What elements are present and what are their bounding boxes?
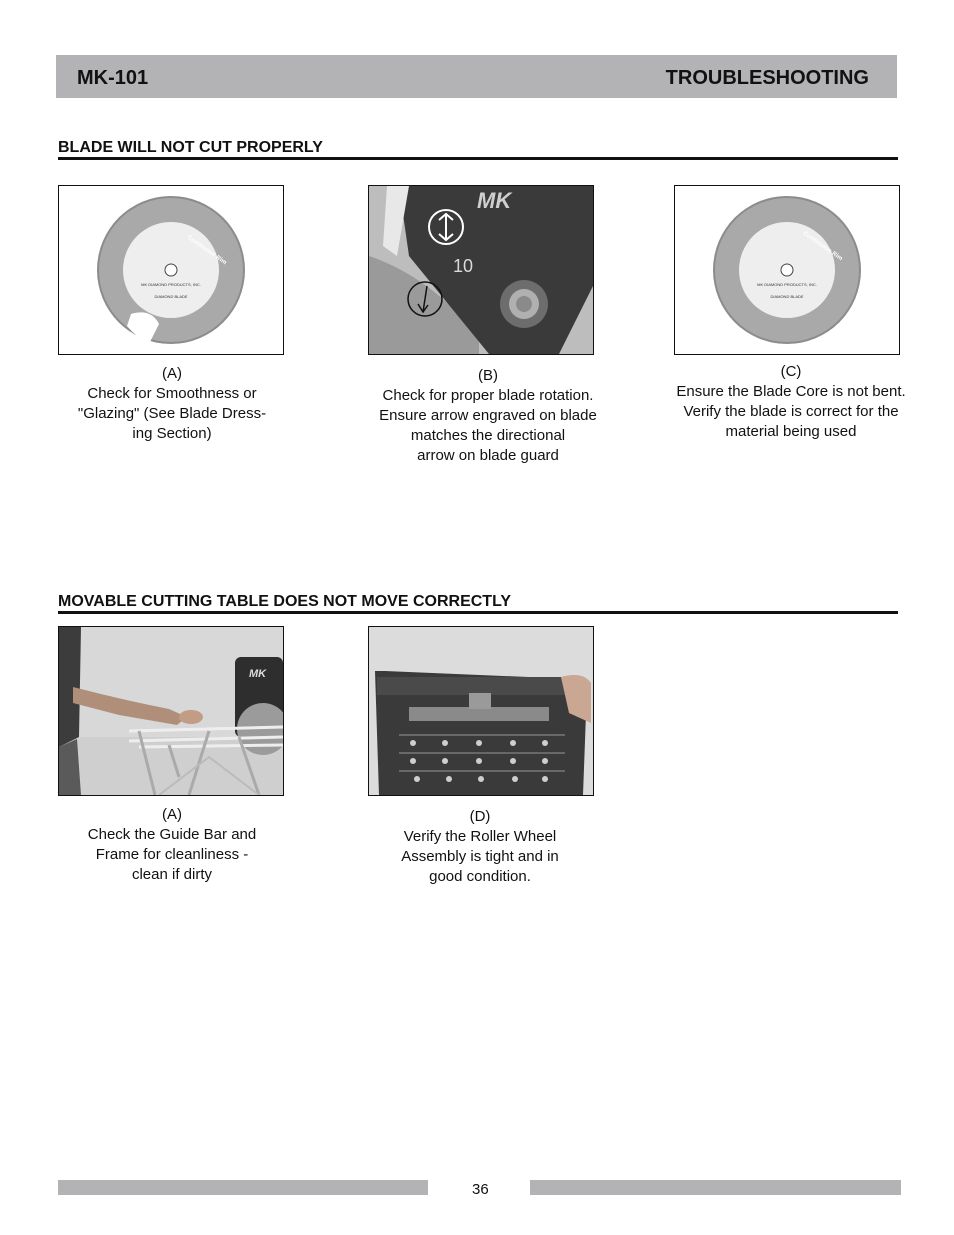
- caption-line: matches the directional: [410, 427, 566, 444]
- caption-line: ing Section): [132, 425, 212, 442]
- blade-image-c: [674, 185, 900, 355]
- blade-a-type-text: DIAMOND BLADE: [154, 294, 188, 299]
- table-section-rule: [58, 611, 898, 614]
- page-header: [56, 55, 897, 98]
- saw-logo-text: MK: [249, 668, 267, 680]
- caption-line: Frame for cleanliness -: [95, 846, 249, 863]
- caption-line: Assembly is tight and in: [401, 848, 559, 865]
- footer-bar-left: [58, 1180, 428, 1195]
- caption-label: (C): [780, 363, 802, 380]
- guard-logo-text: MK: [477, 188, 512, 213]
- caption-line: Check the Guide Bar and: [87, 826, 257, 843]
- caption-blade-b: [364, 366, 612, 466]
- caption-label: (A): [162, 806, 182, 823]
- model-name: MK-101: [77, 67, 149, 89]
- blade-section-title: BLADE WILL NOT CUT PROPERLY: [58, 139, 323, 156]
- caption-label: (D): [469, 808, 491, 825]
- caption-line: Check for proper blade rotation.: [382, 387, 594, 404]
- caption-line: Ensure arrow engraved on blade: [379, 407, 597, 424]
- guide-bar-image-a: [58, 626, 284, 796]
- blade-c-type-text: DIAMOND BLADE: [770, 294, 804, 299]
- caption-line: Verify the Roller Wheel: [403, 828, 557, 845]
- caption-line: Ensure the Blade Core is not bent.: [676, 383, 906, 400]
- blade-section-rule: [58, 157, 898, 160]
- caption-line: "Glazing" (See Blade Dress-: [77, 405, 267, 422]
- caption-line: arrow on blade guard: [417, 447, 559, 464]
- footer-bar-right: [530, 1180, 901, 1195]
- caption-blade-a: [58, 364, 286, 444]
- caption-table-a: [68, 805, 276, 885]
- caption-line: material being used: [725, 423, 857, 440]
- table-section-title: MOVABLE CUTTING TABLE DOES NOT MOVE CORRECTLY: [58, 593, 512, 610]
- caption-line: good condition.: [429, 868, 531, 885]
- caption-line: Check for Smoothness or: [87, 385, 257, 402]
- caption-label: (A): [162, 365, 182, 382]
- caption-line: clean if dirty: [131, 866, 213, 883]
- page-number: 36: [472, 1181, 489, 1198]
- caption-line: Verify the blade is correct for the: [683, 403, 899, 420]
- caption-table-d: [376, 807, 584, 887]
- caption-label: (B): [478, 367, 498, 384]
- blade-guard-image-b: [368, 185, 594, 355]
- roller-wheel-image-d: [368, 626, 594, 796]
- caption-blade-c: [660, 362, 922, 442]
- blade-c-brand-text: MK DIAMOND PRODUCTS, INC.: [757, 282, 817, 287]
- blade-image-a: [58, 185, 284, 355]
- blade-a-rim-text: Continuous Rim: [185, 234, 228, 267]
- section-title: TROUBLESHOOTING: [665, 67, 869, 89]
- blade-a-brand-text: MK DIAMOND PRODUCTS, INC.: [141, 282, 201, 287]
- blade-c-rim-text: Continuous Rim: [801, 230, 844, 263]
- guard-number-text: 10: [453, 256, 474, 276]
